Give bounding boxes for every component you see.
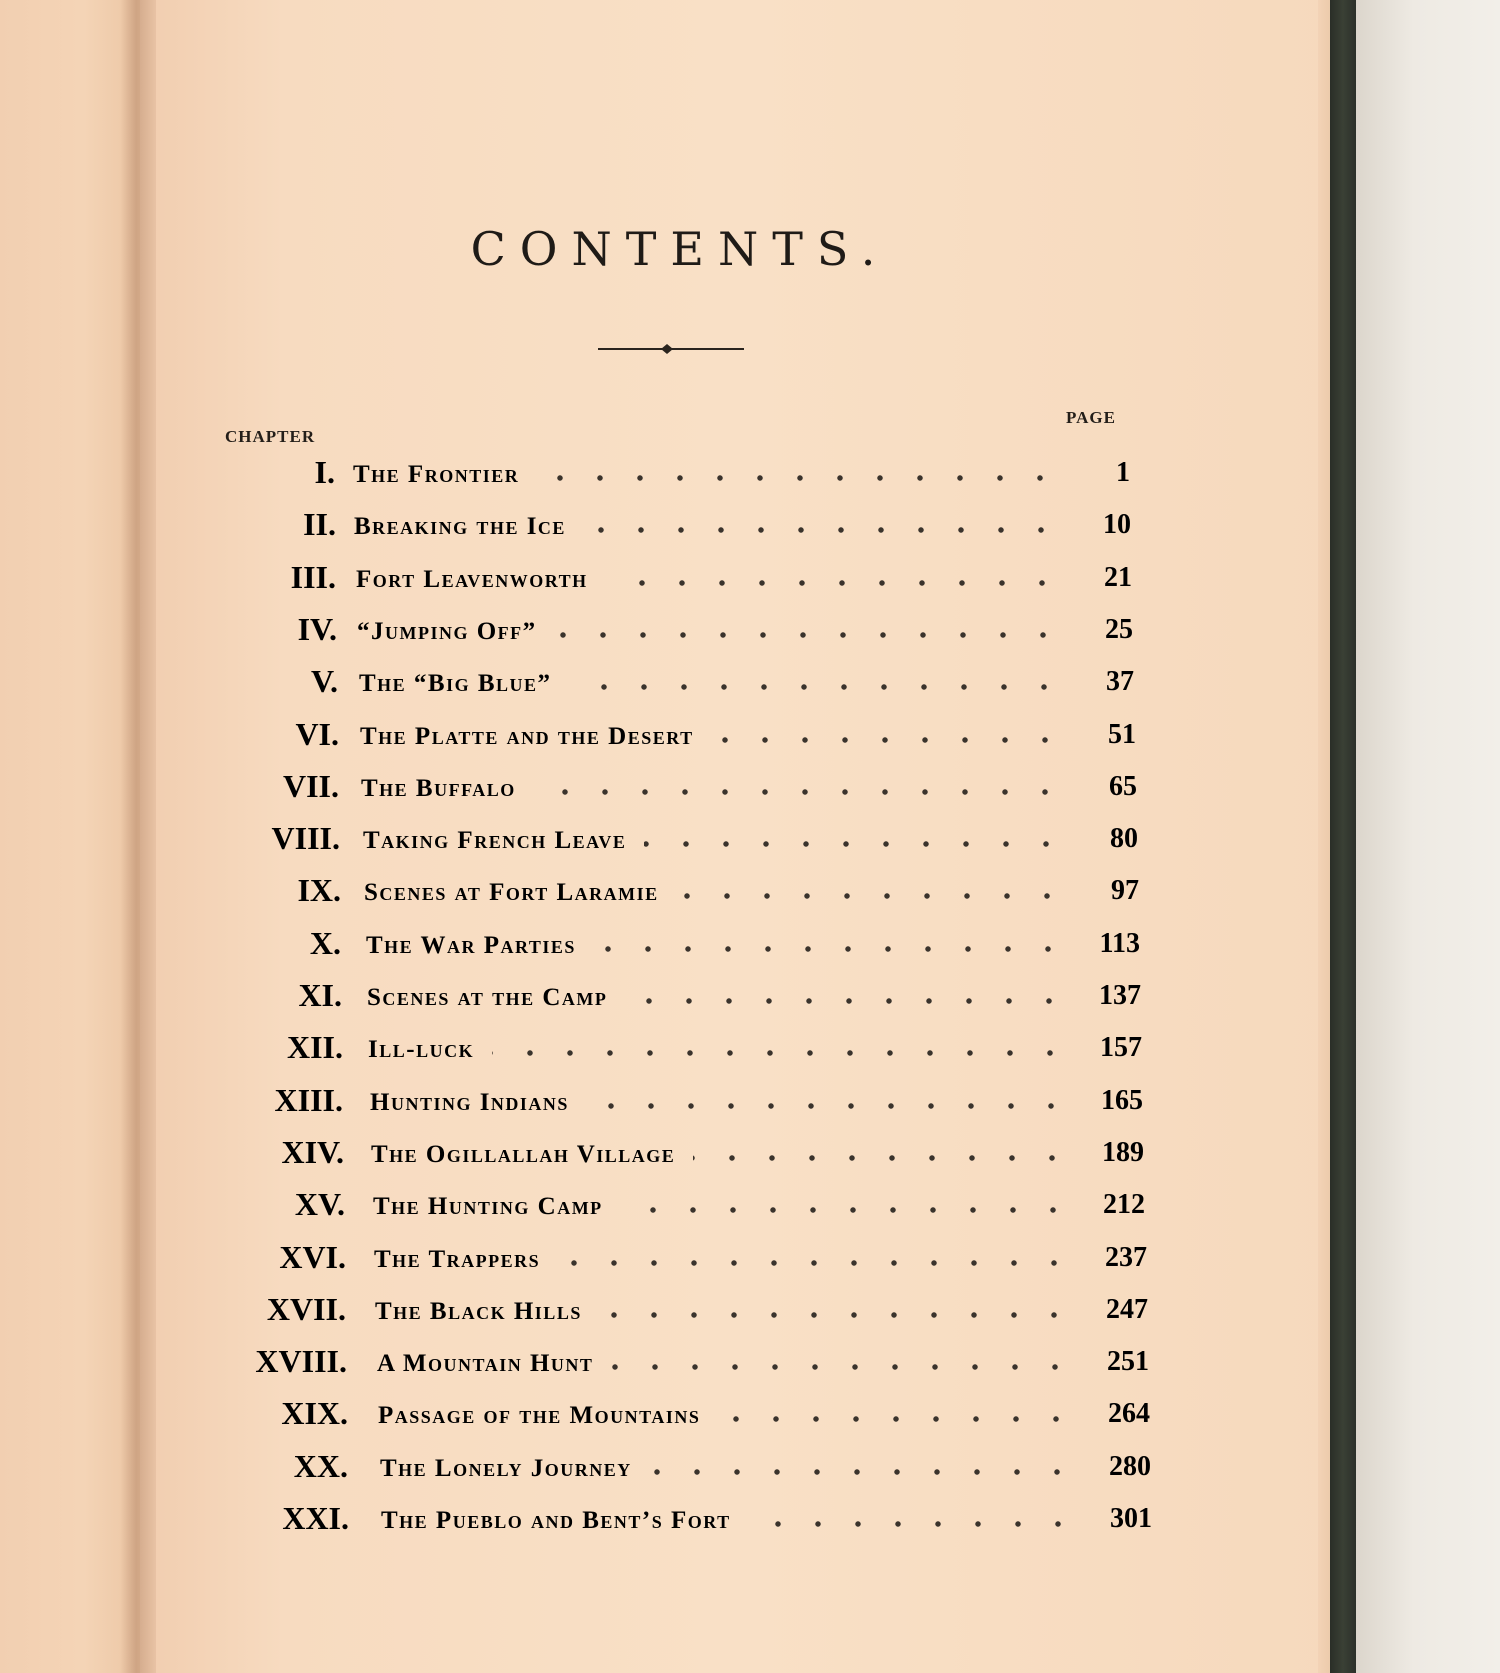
chapter-title: The Lonely Journey [380,1455,632,1482]
chapter-numeral-box [226,552,336,596]
page-number: 10 [1103,509,1131,540]
toc-entry [0,499,1300,543]
dot-leader [555,632,1063,638]
chapter-numeral-box [232,970,342,1014]
chapter-numeral-box [237,1336,347,1380]
toc-entry [0,1388,1300,1432]
chapter-numeral: II. [303,506,336,542]
chapter-title: The Ogillallah Village [371,1141,676,1168]
chapter-title: Scenes at Fort Laramie [364,879,659,906]
page-title: CONTENTS. [470,222,890,276]
dot-leader [537,475,1060,481]
chapter-title: Taking French Leave [363,827,627,854]
dot-leader [718,1416,1076,1422]
chapter-numeral: XI. [298,977,342,1013]
chapter-numeral-box [228,656,338,700]
page-number: 280 [1109,1451,1151,1482]
dot-leader [606,580,1062,586]
toc-entry [0,1179,1300,1223]
page-number: 113 [1099,928,1140,959]
toc-entry [0,1232,1300,1276]
page-number: 247 [1106,1294,1148,1325]
chapter-numeral: XII. [286,1029,343,1065]
chapter-numeral: XV. [294,1186,345,1222]
toc-entry [0,552,1300,596]
chapter-title: “Jumping Off” [357,618,537,645]
chapter-numeral: XVI. [279,1239,346,1275]
chapter-numeral-box [231,865,341,909]
toc-entry [0,656,1300,700]
page-number: 21 [1104,562,1132,593]
dot-leader [650,1469,1077,1475]
chapter-numeral: X. [309,925,341,961]
chapter-title: Scenes at the Camp [367,984,608,1011]
chapter-title: The Platte and the Desert [360,723,694,750]
page-number: 80 [1110,823,1138,854]
chapter-title: The “Big Blue” [359,670,552,697]
chapter-title: The War Parties [366,932,576,959]
page-number: 237 [1105,1242,1147,1273]
page-number: 65 [1109,771,1137,802]
toc-entry [0,1127,1300,1171]
chapter-title: Passage of the Mountains [378,1402,701,1429]
dot-leader [600,1312,1074,1318]
page-number: 25 [1105,614,1133,645]
chapter-numeral-box [227,604,337,648]
page-column-header: PAGE [1066,408,1116,427]
chapter-title: A Mountain Hunt [377,1350,594,1377]
chapter-title: The Pueblo and Bent’s Fort [381,1507,731,1534]
chapter-title: The Hunting Camp [373,1193,603,1220]
chapter-numeral: IX. [297,872,341,908]
dot-leader [677,893,1067,899]
chapter-numeral: VIII. [271,820,340,856]
page-number: 137 [1099,980,1141,1011]
dot-leader [558,1260,1074,1266]
chapter-numeral-box [239,1493,349,1537]
chapter-title: Breaking the Ice [354,513,566,540]
chapter-title: The Trappers [374,1246,541,1273]
toc-entry [0,709,1300,753]
chapter-numeral-box [226,499,336,543]
toc-entry [0,604,1300,648]
table-surface [1356,0,1500,1673]
dot-leader [693,1155,1072,1161]
chapter-title: The Frontier [353,461,520,488]
chapter-numeral-box [230,813,340,857]
chapter-numeral-box [231,918,341,962]
page-number: 165 [1101,1085,1143,1116]
toc-entry [0,918,1300,962]
chapter-numeral: V. [311,663,338,699]
chapter-numeral: XVIII. [255,1343,347,1379]
chapter-numeral: XX. [293,1448,348,1484]
chapter-numeral: I. [314,454,335,490]
chapter-numeral: XIX. [281,1395,348,1431]
toc-entry [0,970,1300,1014]
chapter-title: The Black Hills [375,1298,582,1325]
page-number: 157 [1100,1032,1142,1063]
chapter-numeral-box [229,709,339,753]
toc-entry [0,447,1300,491]
page-number: 37 [1106,666,1134,697]
chapter-numeral-box [238,1388,348,1432]
chapter-column-header: CHAPTER [225,427,316,446]
toc-entry [0,1284,1300,1328]
chapter-numeral: XIII. [274,1082,343,1118]
dot-leader [625,998,1069,1004]
dot-leader [584,527,1061,533]
dot-leader [594,946,1068,952]
chapter-numeral-box [238,1441,348,1485]
chapter-title: Fort Leavenworth [356,566,588,593]
chapter-numeral: VII. [282,768,339,804]
dot-leader [587,1103,1071,1109]
chapter-numeral-box [233,1075,343,1119]
chapter-title: Ill-luck [368,1036,475,1063]
dot-leader [611,1364,1075,1370]
chapter-numeral: XXI. [282,1500,349,1536]
toc-entry [0,865,1300,909]
chapter-numeral-box [235,1179,345,1223]
chapter-numeral: VI. [295,716,339,752]
chapter-numeral-box [234,1127,344,1171]
toc-entry [0,813,1300,857]
dot-leader [712,737,1065,743]
dot-leader [492,1050,1070,1056]
toc-entry [0,1493,1300,1537]
dot-leader [621,1207,1073,1213]
toc-entry [0,761,1300,805]
chapter-numeral-box [225,447,335,491]
chapter-title: Hunting Indians [370,1089,569,1116]
dot-leader [570,684,1064,690]
chapter-numeral-box [236,1284,346,1328]
divider-ornament-icon [598,339,744,359]
toc-entry [0,1336,1300,1380]
toc-entry [0,1441,1300,1485]
page-number: 251 [1107,1346,1149,1377]
chapter-numeral: XVII. [266,1291,346,1327]
chapter-title: The Buffalo [361,775,516,802]
toc-entry [0,1075,1300,1119]
chapter-numeral: III. [290,559,336,595]
page-number: 189 [1102,1137,1144,1168]
chapter-numeral: IV. [297,611,337,647]
book-cover-edge [1330,0,1356,1673]
chapter-numeral-box [236,1232,346,1276]
chapter-numeral-box [233,1022,343,1066]
page-number: 301 [1110,1503,1152,1534]
chapter-numeral: XIV. [281,1134,344,1170]
chapter-numeral-box [229,761,339,805]
page-number: 1 [1116,457,1130,488]
toc-entry [0,1022,1300,1066]
page-number: 51 [1108,719,1136,750]
dot-leader [749,1521,1078,1527]
dot-leader [534,789,1065,795]
dot-leader [644,841,1066,847]
page-number: 264 [1108,1398,1150,1429]
page-number: 212 [1103,1189,1145,1220]
page-number: 97 [1111,875,1139,906]
